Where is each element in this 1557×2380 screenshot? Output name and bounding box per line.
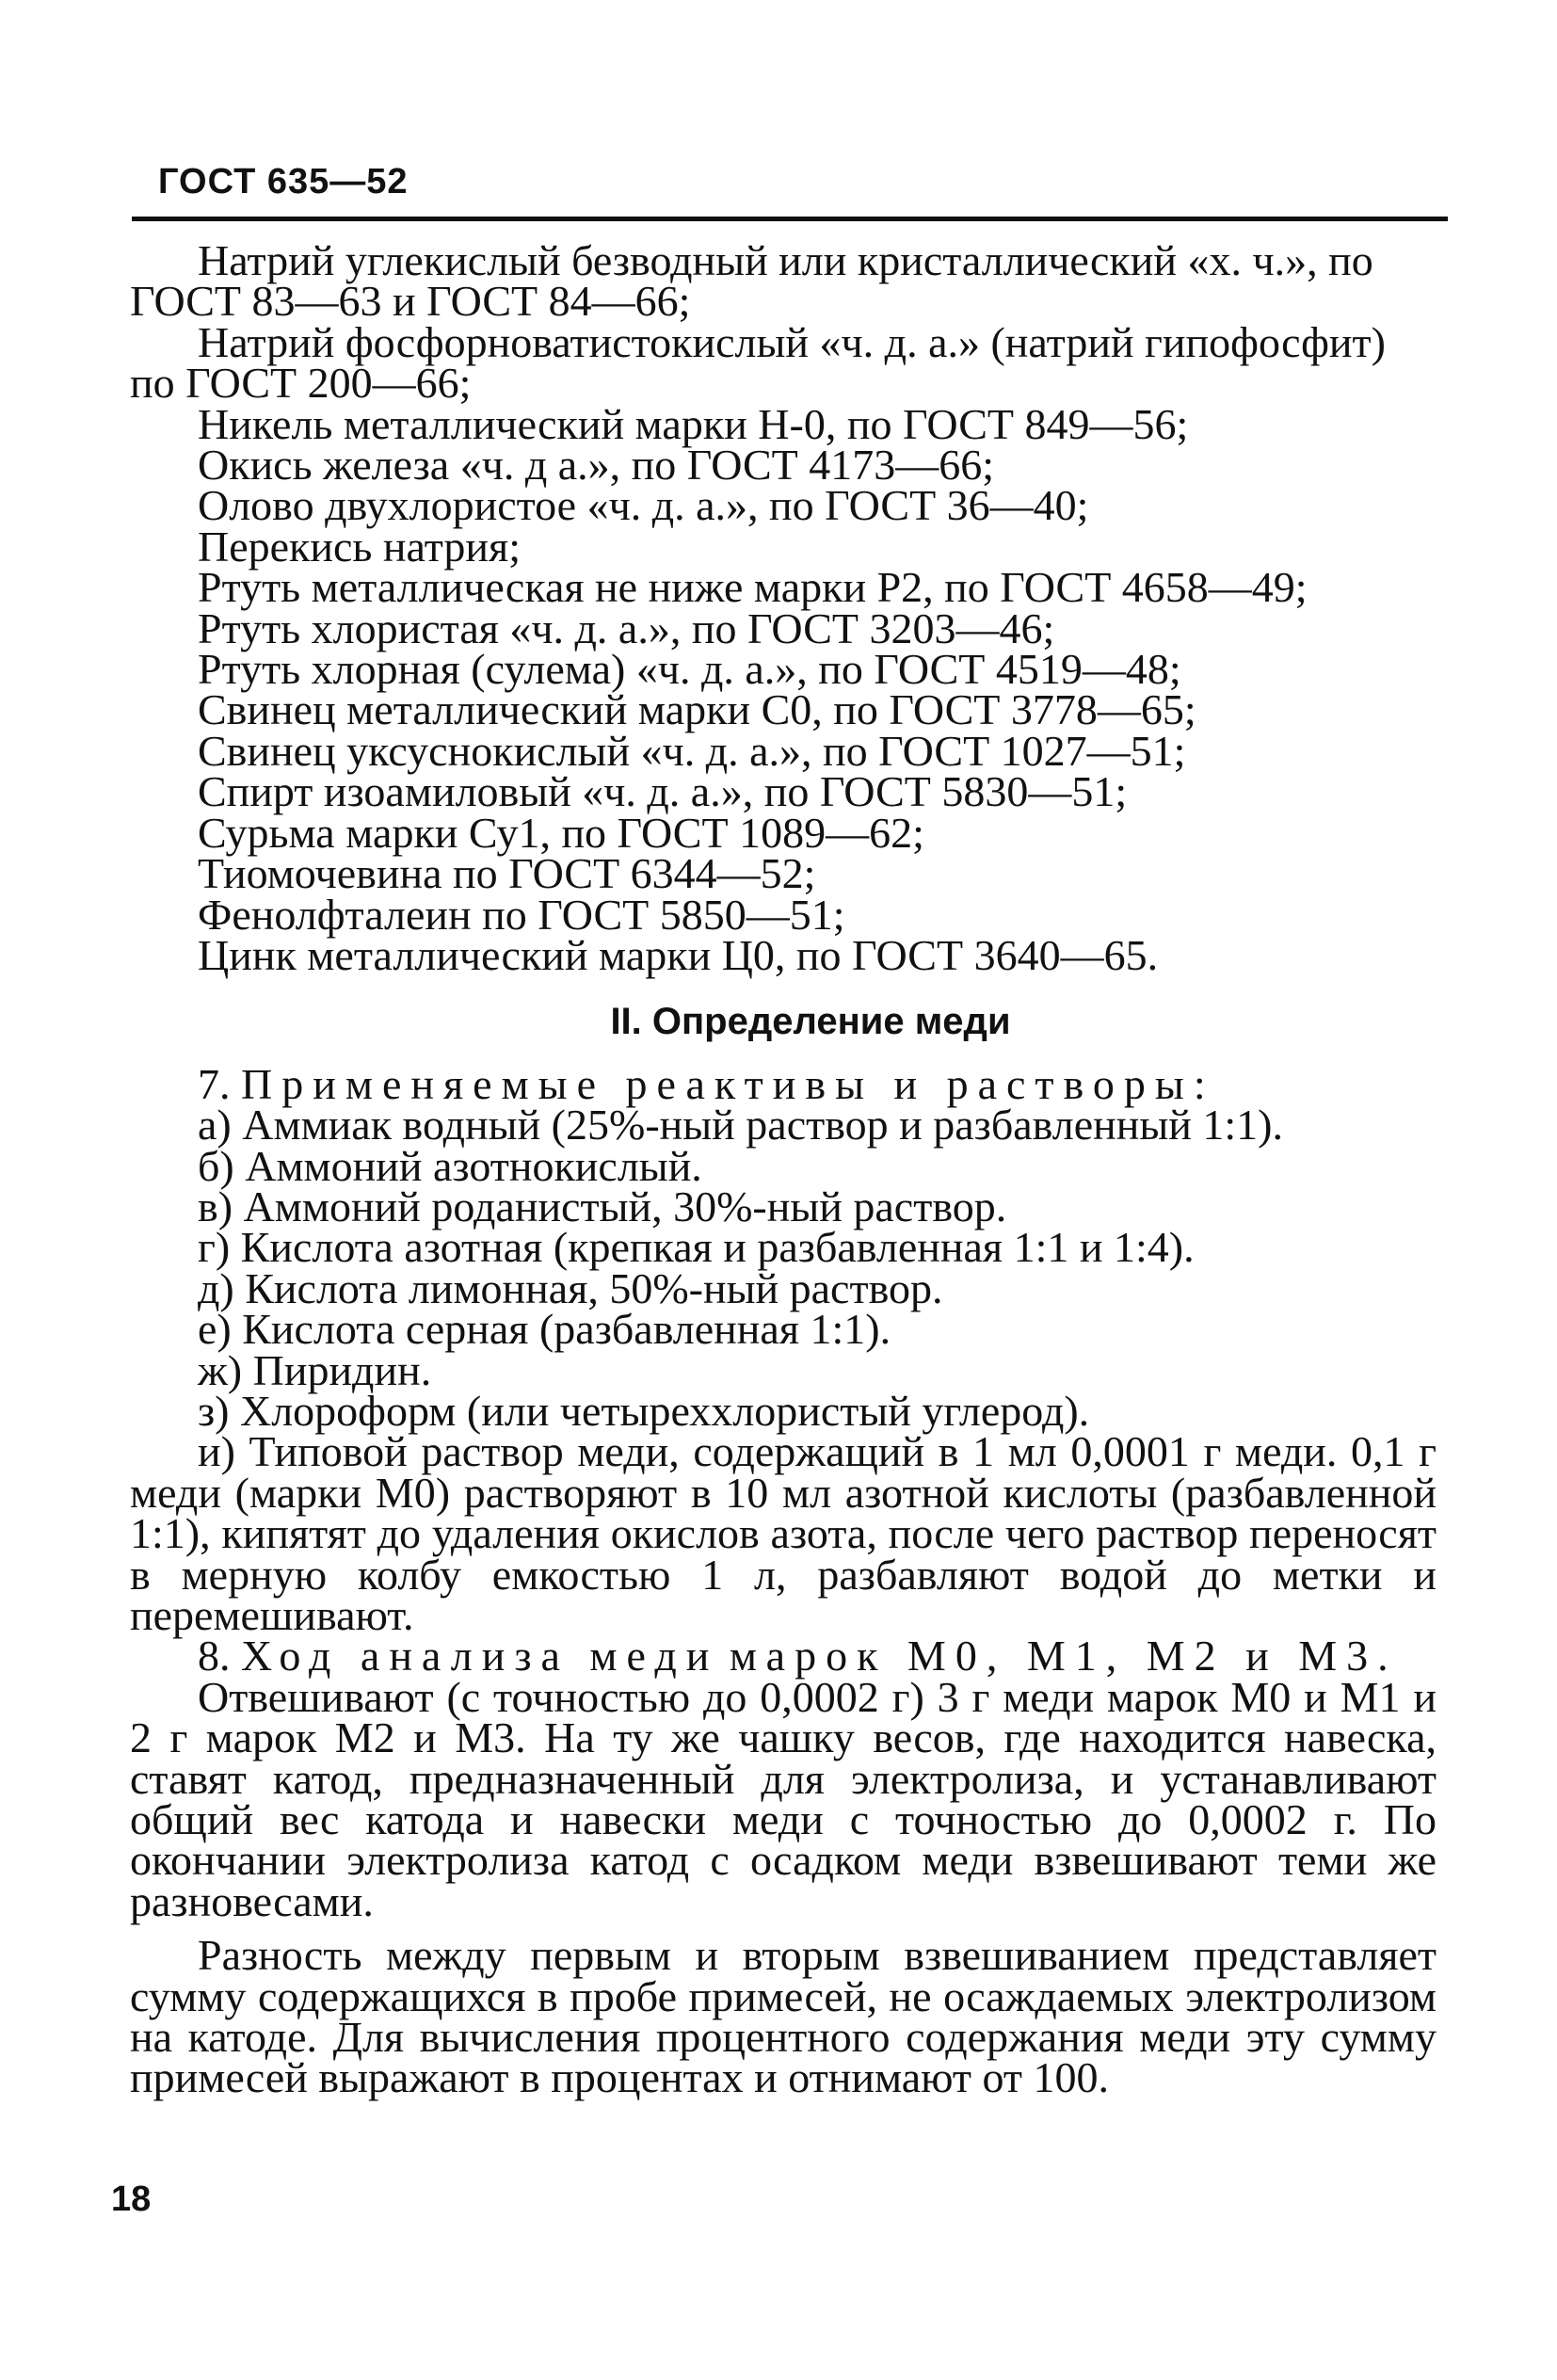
subitem: г) Кислота азотная (крепкая и разбавленная 1:1 и 1:4).	[198, 1223, 1195, 1272]
reagent-list	[130, 236, 1437, 979]
subitem-i: и) Типовой раствор меди, содержащий в 1 мл 0,0001 г меди. 0,1 г меди (марки М0) растворяют в 10 мл азотной кислоты (разбавленной 1:1), кипятят до удаления окислов азота, после чего раствор переносят в мерную колбу емкостью 1 л, разбавляют водой до метки и перемешивают.	[130, 1427, 1437, 1639]
reagent-line: Натрий углекислый безводный или кристаллический «х. ч.», по	[198, 236, 1373, 284]
item-8-title: Ход анализа меди	[241, 1632, 719, 1680]
reagent-line: Олово двухлористое «ч. д. а.», по ГОСТ 36—40;	[198, 481, 1089, 530]
item-8-heading	[185, 1632, 1437, 1680]
reagent-line: Свинец металлический марки С0, по ГОСТ 3778—65;	[198, 685, 1196, 734]
subitem: а) Аммиак водный (25%-ный раствор и разбавленный 1:1).	[198, 1101, 1283, 1150]
item-8-paragraph: Отвешивают (с точностью до 0,0002 г) 3 г меди марок М0 и М1 и 2 г марок М2 и М3. На ту же чашку весов, где находится навеска, ставят катод, предназначенный для электролиза, и устанавливают общий вес катода и навески меди с точностью до 0,0002 г. По окончании электролиза катод с осадком меди взвешивают теми же разновесами.	[130, 1672, 1437, 1925]
subitem: б) Аммоний азотнокислый.	[198, 1141, 702, 1190]
reagent-line: Натрий фосфорноватистокислый «ч. д. а.» (натрий гипофосфит)	[198, 317, 1386, 366]
reagent-line: Ртуть металлическая не ниже марки Р2, по ГОСТ 4658—49;	[198, 563, 1308, 612]
item-7-title: Применяемые реактивы и растворы:	[241, 1059, 1215, 1108]
reagent-line-continuation: по ГОСТ 200—66;	[130, 359, 472, 408]
reagent-line: Цинк металлический марки Ц0, по ГОСТ 3640—65.	[198, 930, 1159, 979]
reagent-line: Ртуть хлористая «ч. д. а.», по ГОСТ 3203—46;	[198, 603, 1055, 652]
subitem: д) Кислота лимонная, 50%-ный раствор.	[198, 1263, 943, 1312]
header-rule	[132, 217, 1448, 221]
reagent-line: Тиомочевина по ГОСТ 6344—52;	[198, 849, 816, 898]
page-header: ГОСТ 635—52	[158, 162, 409, 201]
subitem: ж) Пиридин.	[198, 1345, 432, 1394]
subitem: з) Хлороформ (или четыреххлористый углерод).	[198, 1386, 1090, 1435]
reagent-line: Перекись натрия;	[198, 522, 521, 571]
item-7-number: 7.	[198, 1059, 231, 1108]
reagent-line: Спирт изоамиловый «ч. д. а.», по ГОСТ 5830—51;	[198, 767, 1128, 816]
reagent-line: Ртуть хлорная (сулема) «ч. д. а.», по ГОСТ 4519—48;	[198, 645, 1181, 694]
reagent-line: Свинец уксуснокислый «ч. д. а.», по ГОСТ 1027—51;	[198, 726, 1186, 775]
page-number: 18	[111, 2179, 152, 2219]
item-8-number: 8.	[198, 1632, 231, 1680]
reagent-line: Фенолфталеин по ГОСТ 5850—51;	[198, 890, 845, 939]
reagent-line-continuation: ГОСТ 83—63 и ГОСТ 84—66;	[130, 277, 691, 326]
item-8-title-rest: марок М0, М1, М2 и М3.	[729, 1632, 1398, 1680]
subitem: е) Кислота серная (разбавленная 1:1).	[198, 1305, 891, 1354]
item-7-subitems	[185, 1101, 1437, 1435]
section-title: II. Определение меди	[610, 1001, 1011, 1043]
reagent-line: Никель металлический марки Н-0, по ГОСТ 849—56;	[198, 399, 1189, 448]
item-8-paragraph: Разность между первым и вторым взвешиванием представляет сумму содержащихся в пробе примесей, не осаждаемых электролизом на катоде. Для вычисления процентного содержания меди эту сумму примесей выражают в процентах и отнимают от 100.	[130, 1931, 1437, 2102]
document-body	[130, 236, 1437, 2102]
reagent-line: Сурьма марки Су1, по ГОСТ 1089—62;	[198, 808, 924, 857]
subitem: в) Аммоний роданистый, 30%-ный раствор.	[198, 1182, 1007, 1230]
reagent-line: Окись железа «ч. д а.», по ГОСТ 4173—66;	[198, 441, 995, 490]
item-7-heading	[185, 1059, 1437, 1108]
